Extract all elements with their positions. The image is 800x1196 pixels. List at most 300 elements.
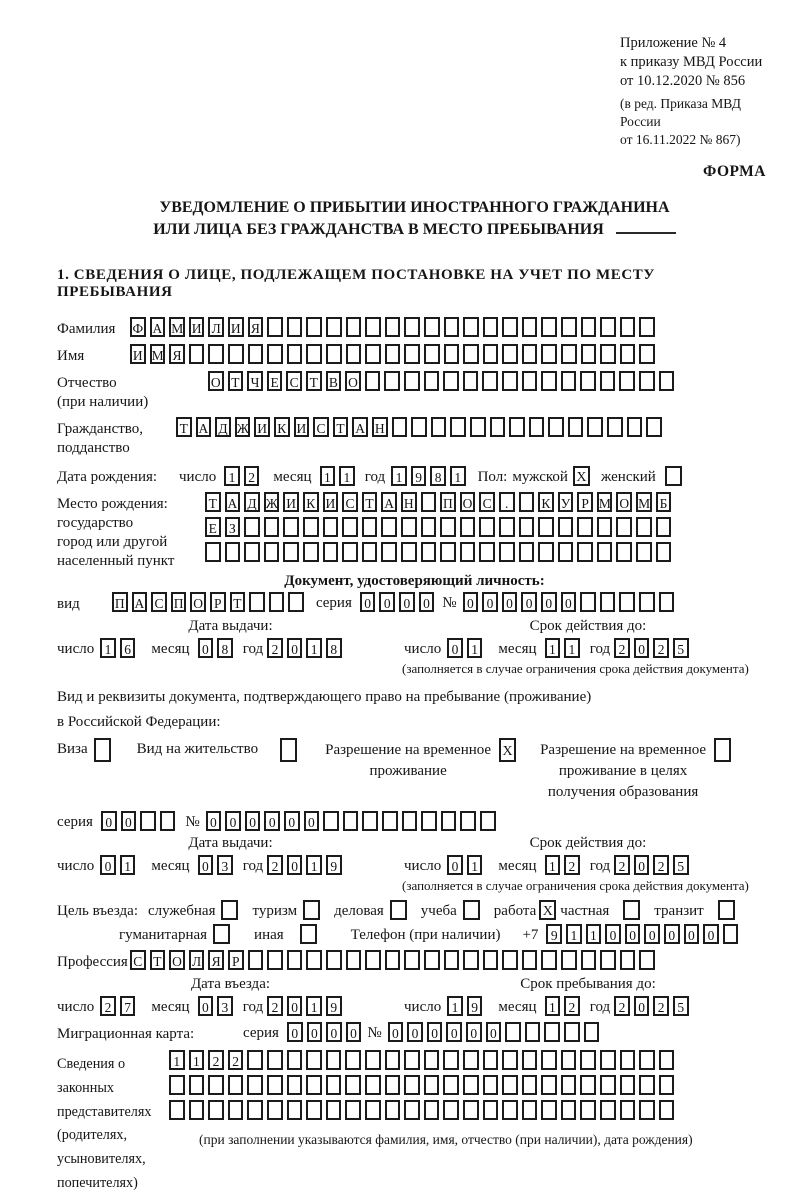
char-cell: 0 [427, 1022, 443, 1042]
char-cell [600, 317, 616, 337]
char-cell [287, 1100, 303, 1120]
char-cell [401, 517, 417, 537]
char-cell: П [112, 592, 128, 612]
char-cell: 0 [287, 996, 303, 1016]
purpose-private-checkbox [623, 900, 640, 920]
char-cell: 0 [447, 638, 463, 658]
char-cell: 9 [546, 924, 562, 944]
char-cell [404, 1075, 420, 1095]
char-cell: 0 [561, 592, 577, 612]
char-cell [502, 317, 518, 337]
char-cell [541, 1100, 557, 1120]
char-cell [460, 811, 476, 831]
char-cell: А [225, 492, 241, 512]
char-cell [483, 950, 499, 970]
residence-number-label: № [185, 814, 200, 830]
char-cell [421, 517, 437, 537]
visa-label: Виза [57, 741, 88, 757]
char-cell: П [171, 592, 187, 612]
identity-expiry-group [404, 618, 772, 658]
char-cell: 1 [224, 466, 240, 486]
month-label: месяц [151, 858, 190, 874]
char-cell [444, 344, 460, 364]
char-cell: С [286, 371, 302, 391]
char-cell: Я [208, 950, 224, 970]
char-cell [421, 492, 437, 512]
char-cell [483, 317, 499, 337]
char-cell [538, 517, 554, 537]
purpose-tourism-checkbox [303, 900, 320, 920]
char-cell: З [225, 517, 241, 537]
purpose-work-option: работа X [494, 900, 557, 920]
char-cell [558, 517, 574, 537]
char-cell [424, 317, 440, 337]
char-cell [544, 1022, 560, 1042]
residence-issue-group [57, 835, 404, 875]
char-cell [247, 1075, 263, 1095]
identity-doc-dates [57, 618, 772, 658]
char-cell [385, 344, 401, 364]
char-cell [208, 1100, 224, 1120]
char-cell [636, 517, 652, 537]
char-cell: Ж [264, 492, 280, 512]
purpose-label: Цель въезда: [57, 903, 138, 919]
char-cell: И [130, 344, 146, 364]
char-cell [656, 542, 672, 562]
char-cell: И [283, 492, 299, 512]
residence-intro-line1: Вид и реквизиты документа, подтверждающего право на пребывание (проживание) [57, 689, 592, 705]
char-cell [306, 317, 322, 337]
day-label: число [404, 641, 442, 657]
char-cell: 0 [264, 811, 280, 831]
profession-row [57, 950, 772, 972]
char-cell: Л [189, 950, 205, 970]
char-cell: О [345, 371, 361, 391]
phone-cells [546, 924, 742, 944]
char-cell [541, 1075, 557, 1095]
char-cell [561, 1100, 577, 1120]
char-cell: Т [228, 371, 244, 391]
char-cell: 1 [339, 466, 355, 486]
issue-header: Дата выдачи: [188, 835, 273, 851]
char-cell [440, 542, 456, 562]
year-label: год [589, 641, 611, 657]
char-cell [205, 542, 221, 562]
char-cell: 2 [267, 638, 283, 658]
char-cell: 6 [120, 638, 136, 658]
day-label: число [57, 641, 95, 657]
char-cell: С [479, 492, 495, 512]
char-cell: С [342, 492, 358, 512]
char-cell [581, 344, 597, 364]
surname-row [57, 317, 772, 339]
doc-kind-label: вид [57, 596, 80, 612]
char-cell [463, 1050, 479, 1070]
birth-place-cells-row3 [205, 542, 675, 562]
char-cell: С [313, 417, 329, 437]
char-cell [548, 417, 564, 437]
char-cell: 1 [450, 466, 466, 486]
birth-date-row [57, 466, 772, 486]
char-cell [306, 950, 322, 970]
char-cell [431, 417, 447, 437]
purpose-official-option: служебная [148, 900, 239, 920]
char-cell [247, 1100, 263, 1120]
birth-place-row [57, 492, 772, 571]
char-cell: 3 [217, 855, 233, 875]
char-cell [342, 517, 358, 537]
residence-options-row [57, 738, 772, 803]
char-cell [346, 317, 362, 337]
char-cell: Т [362, 492, 378, 512]
char-cell [522, 317, 538, 337]
char-cell [303, 542, 319, 562]
char-cell: У [558, 492, 574, 512]
residence-series-cells [101, 811, 179, 831]
temp-residence-edu-option [540, 738, 731, 803]
char-cell [723, 924, 739, 944]
char-cell [424, 950, 440, 970]
char-cell [287, 1075, 303, 1095]
char-cell: 0 [287, 855, 303, 875]
char-cell [440, 517, 456, 537]
char-cell: 2 [208, 1050, 224, 1070]
purpose-study-option: учеба [421, 900, 480, 920]
surname-cells [130, 317, 659, 337]
surname-label: Фамилия [57, 321, 116, 337]
char-cell: 1 [189, 1050, 205, 1070]
char-cell [385, 317, 401, 337]
male-label: мужской [512, 469, 568, 485]
char-cell: К [274, 417, 290, 437]
char-cell [365, 371, 381, 391]
purpose-business-checkbox [390, 900, 407, 920]
expiry-note: (заполняется в случае ограничения срока действия документа) [402, 661, 749, 676]
month-label: месяц [151, 999, 190, 1015]
purpose-work-checkbox: X [539, 900, 556, 920]
char-cell [502, 1050, 518, 1070]
female-label: женский [600, 469, 656, 485]
char-cell [656, 517, 672, 537]
char-cell [580, 1050, 596, 1070]
char-cell: И [189, 317, 205, 337]
char-cell [460, 542, 476, 562]
legal-reps-cells-block [169, 1050, 693, 1196]
purpose-humanitarian-option: гуманитарная [119, 924, 230, 944]
char-cell [600, 344, 616, 364]
birth-year-cells [391, 466, 469, 486]
char-cell: 5 [673, 638, 689, 658]
char-cell [287, 317, 303, 337]
char-cell [522, 371, 538, 391]
char-cell: 1 [306, 996, 322, 1016]
char-cell [283, 542, 299, 562]
char-cell: Т [150, 950, 166, 970]
residence-series-row [57, 811, 772, 831]
char-cell [505, 1022, 521, 1042]
char-cell [342, 542, 358, 562]
char-cell [587, 417, 603, 437]
char-cell: В [326, 371, 342, 391]
char-cell: Е [267, 371, 283, 391]
identity-expiry-day-cells [447, 638, 486, 658]
residence-doc-dates [57, 835, 772, 875]
char-cell: 0 [644, 924, 660, 944]
doc-kind-cells [112, 592, 308, 612]
char-cell [541, 1050, 557, 1070]
section1-heading: 1. СВЕДЕНИЯ О ЛИЦЕ, ПОДЛЕЖАЩЕМ ПОСТАНОВКЕ НА УЧЕТ ПО МЕСТУ ПРЕБЫВАНИЯ [57, 267, 655, 300]
char-cell [522, 344, 538, 364]
char-cell [421, 811, 437, 831]
char-cell: М [597, 492, 613, 512]
doc-series-label: серия [315, 595, 352, 611]
char-cell [636, 542, 652, 562]
char-cell [404, 344, 420, 364]
char-cell: 1 [545, 996, 561, 1016]
char-cell: 0 [482, 592, 498, 612]
char-cell [564, 1022, 580, 1042]
char-cell: 0 [407, 1022, 423, 1042]
migration-card-label: Миграционная карта: [57, 1026, 195, 1042]
char-cell: Ч [247, 371, 263, 391]
char-cell: 0 [304, 811, 320, 831]
char-cell [346, 950, 362, 970]
char-cell [385, 1075, 401, 1095]
char-cell [345, 1050, 361, 1070]
char-cell: 0 [379, 592, 395, 612]
char-cell [267, 950, 283, 970]
char-cell [541, 371, 557, 391]
char-cell: О [190, 592, 206, 612]
legal-reps-cells-row3 [169, 1100, 693, 1120]
char-cell: 0 [625, 924, 641, 944]
char-cell [288, 592, 304, 612]
char-cell [639, 371, 655, 391]
char-cell [479, 517, 495, 537]
char-cell: 0 [198, 996, 214, 1016]
char-cell [401, 542, 417, 562]
residence-expiry-group [404, 835, 772, 875]
char-cell [561, 1050, 577, 1070]
char-cell [384, 371, 400, 391]
char-cell: Р [228, 950, 244, 970]
legal-reps-label: Сведения о законных представителях (родителях, усыновителях, попечителях) [57, 1056, 152, 1191]
residence-expiry-year-cells [614, 855, 692, 875]
char-cell: А [196, 417, 212, 437]
char-cell [287, 344, 303, 364]
char-cell [502, 344, 518, 364]
purpose-business-option: деловая [334, 900, 407, 920]
char-cell [228, 1100, 244, 1120]
char-cell [306, 1100, 322, 1120]
char-cell [483, 1050, 499, 1070]
char-cell [616, 517, 632, 537]
char-cell: Т [230, 592, 246, 612]
char-cell: А [132, 592, 148, 612]
char-cell: 2 [564, 855, 580, 875]
char-cell: Р [210, 592, 226, 612]
month-label: месяц [498, 999, 537, 1015]
char-cell: 1 [545, 855, 561, 875]
char-cell [381, 517, 397, 537]
day-label: число [57, 858, 95, 874]
patronymic-label: Отчество (при наличии) [57, 375, 149, 410]
char-cell [541, 344, 557, 364]
char-cell: . [499, 492, 515, 512]
char-cell [283, 517, 299, 537]
char-cell: Н [401, 492, 417, 512]
char-cell [541, 950, 557, 970]
char-cell: О [460, 492, 476, 512]
char-cell [444, 317, 460, 337]
female-checkbox [665, 466, 682, 486]
char-cell: 0 [284, 811, 300, 831]
char-cell: 0 [634, 638, 650, 658]
residence-permit-option [137, 738, 297, 762]
migration-number-label: № [367, 1025, 382, 1041]
char-cell [365, 344, 381, 364]
migration-card-row [57, 1022, 772, 1044]
char-cell: 7 [120, 996, 136, 1016]
char-cell: 3 [217, 996, 233, 1016]
char-cell: 9 [467, 996, 483, 1016]
char-cell [499, 542, 515, 562]
purpose-row2 [57, 924, 772, 944]
char-cell: 2 [653, 638, 669, 658]
identity-expiry-month-cells [545, 638, 584, 658]
char-cell [659, 1075, 675, 1095]
char-cell [470, 417, 486, 437]
day-label: число [404, 858, 442, 874]
stay-day-cells [447, 996, 486, 1016]
char-cell [620, 317, 636, 337]
char-cell [169, 1075, 185, 1095]
char-cell [326, 1075, 342, 1095]
expiry-header: Срок действия до: [529, 835, 647, 851]
expiry-header: Срок действия до: [529, 618, 647, 634]
char-cell [490, 417, 506, 437]
year-label: год [589, 858, 611, 874]
residence-issue-month-cells [198, 855, 237, 875]
char-cell [443, 371, 459, 391]
char-cell [600, 1075, 616, 1095]
temp-residence-label: Разрешение на временное проживание [325, 742, 492, 779]
legal-reps-note: (при заполнении указываются фамилия, имя, отчество (при наличии), дата рождения) [199, 1132, 693, 1147]
identity-issue-group [57, 618, 404, 658]
char-cell [597, 542, 613, 562]
identity-doc-row [57, 592, 772, 614]
char-cell [306, 1075, 322, 1095]
char-cell [264, 542, 280, 562]
char-cell [249, 592, 265, 612]
char-cell [522, 1075, 538, 1095]
legal-reps-block [57, 1050, 772, 1196]
char-cell: 1 [306, 855, 322, 875]
char-cell [519, 492, 535, 512]
char-cell [404, 1050, 420, 1070]
char-cell [463, 1075, 479, 1095]
profession-cells [130, 950, 659, 970]
char-cell [208, 1075, 224, 1095]
char-cell [326, 344, 342, 364]
residence-permit-checkbox [280, 738, 297, 762]
char-cell: 0 [446, 1022, 462, 1042]
char-cell [140, 811, 156, 831]
char-cell: 0 [198, 855, 214, 875]
char-cell [483, 1100, 499, 1120]
char-cell [463, 1100, 479, 1120]
char-cell [659, 592, 675, 612]
char-cell [460, 517, 476, 537]
char-cell [580, 592, 596, 612]
char-cell: 0 [100, 855, 116, 875]
residence-expiry-month-cells [545, 855, 584, 875]
day-label: число [404, 999, 442, 1015]
residence-expiry-day-cells [447, 855, 486, 875]
char-cell [385, 1100, 401, 1120]
purpose-other-checkbox [300, 924, 317, 944]
char-cell: К [538, 492, 554, 512]
char-cell: Я [248, 317, 264, 337]
char-cell [326, 317, 342, 337]
temp-residence-edu-checkbox [714, 738, 731, 762]
birth-place-cells-block [205, 492, 675, 567]
char-cell: 2 [653, 996, 669, 1016]
char-cell [639, 1050, 655, 1070]
char-cell [424, 1100, 440, 1120]
phone-label: Телефон (при наличии) [350, 927, 501, 943]
char-cell [639, 317, 655, 337]
temp-residence-edu-label: Разрешение на временное проживание в целях получения образования [540, 742, 707, 800]
char-cell [659, 1050, 675, 1070]
char-cell [326, 1050, 342, 1070]
char-cell: 2 [228, 1050, 244, 1070]
char-cell: Ф [130, 317, 146, 337]
char-cell [463, 317, 479, 337]
form-title-line2: ИЛИ ЛИЦА БЕЗ ГРАЖДАНСТВА В МЕСТО ПРЕБЫВАНИЯ [153, 221, 604, 238]
char-cell [525, 1022, 541, 1042]
char-cell [404, 1100, 420, 1120]
char-cell: 2 [614, 996, 630, 1016]
issue-header: Дата выдачи: [188, 618, 273, 634]
char-cell [267, 1050, 283, 1070]
char-cell [169, 1100, 185, 1120]
char-cell [402, 811, 418, 831]
appendix-line: к приказу МВД России [620, 54, 763, 70]
char-cell: 1 [100, 638, 116, 658]
char-cell [343, 811, 359, 831]
char-cell [424, 344, 440, 364]
char-cell: 0 [287, 638, 303, 658]
char-cell [306, 1050, 322, 1070]
stay-month-cells [545, 996, 584, 1016]
char-cell [392, 417, 408, 437]
char-cell: С [130, 950, 146, 970]
profession-label: Профессия [57, 954, 128, 970]
char-cell: 0 [502, 592, 518, 612]
char-cell: Р [577, 492, 593, 512]
birth-date-label: Дата рождения: [57, 469, 158, 485]
char-cell [326, 950, 342, 970]
birth-place-label: Место рождения: государство город или другой населенный пункт [57, 496, 175, 569]
doc-number-cells [463, 592, 679, 612]
patronymic-row [57, 371, 772, 412]
char-cell [597, 517, 613, 537]
char-cell [264, 517, 280, 537]
char-cell: А [381, 492, 397, 512]
char-cell [463, 344, 479, 364]
char-cell: 2 [267, 996, 283, 1016]
